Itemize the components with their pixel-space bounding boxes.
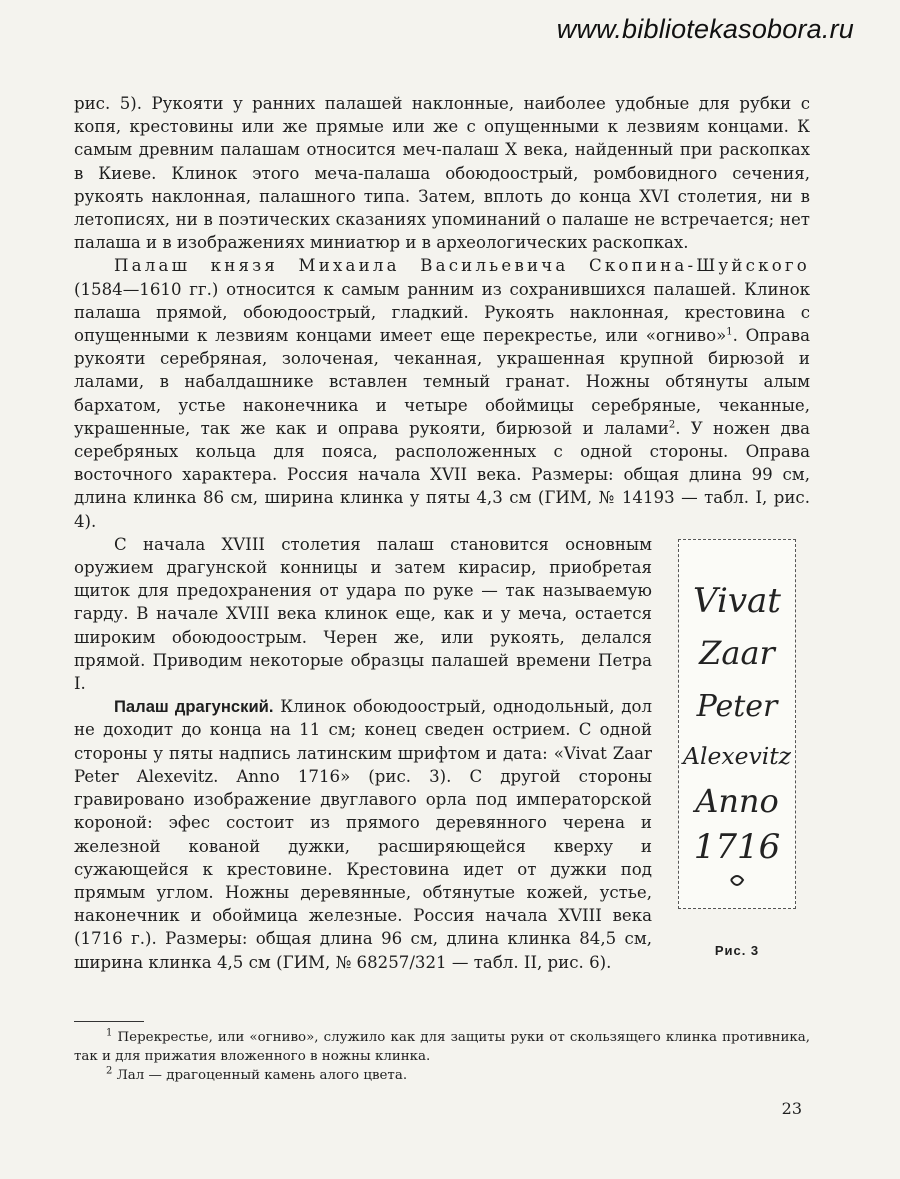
paragraph-2-text-c: . У ножен два серебряных кольца для пояса, расположенных с одной стороны. Оправа восточного характера. Россия начала XVII века. Размеры: общая длина 99 см, длина клинка 86 см, ширина клинка у пяты 4,3 см (ГИМ, № 14193 — табл. I, рис. 4). bbox=[74, 418, 810, 531]
footnote-1-mark: 1 bbox=[106, 1027, 113, 1039]
flourish-mark bbox=[731, 876, 743, 885]
footnote-divider bbox=[74, 1021, 144, 1022]
footnote-2-text: Лал — драгоценный камень алого цвета. bbox=[112, 1068, 408, 1083]
narrow-column bbox=[74, 533, 652, 974]
inscription-svg bbox=[679, 540, 795, 908]
sword-title-skopin: Палаш князя Михаила Васильевича Скопина-Шуйского bbox=[114, 256, 810, 276]
website-watermark: www.bibliotekasobora.ru bbox=[556, 14, 854, 44]
footnote-ref-1: 1 bbox=[726, 326, 733, 338]
footnote-ref-2: 2 bbox=[668, 419, 676, 431]
figure-caption: Рис. 3 bbox=[714, 942, 760, 958]
inscription-line: Zaar bbox=[699, 633, 775, 672]
inscription-line: Peter bbox=[696, 688, 778, 724]
footnote-1-text: Перекрестье, или «огниво», служило как для защиты руки от скользящего клинка противника, так и для прижатия вложенного в ножны клинка. bbox=[74, 1030, 810, 1064]
footnotes bbox=[74, 1028, 810, 1085]
paragraph-4 bbox=[74, 695, 652, 973]
footnote-2-mark: 2 bbox=[106, 1065, 113, 1077]
footnote-1 bbox=[74, 1028, 810, 1066]
paragraph-4-text: Клинок обоюдоострый, однодольный, дол не доходит до конца на 11 см; конец сведен острием. С одной стороны у пяты надпись латинским шрифтом и дата: «Vivat Zaar Peter Alexevitz. Anno 1716» (рис. 3). С другой стороны гравировано изображение двуглавого орла под императорской короной: эфес состоит из прямого деревянного черена и железной кованой дужки, расширяющейся кверху и сужающейся к крестовине. Крестовина идет от дужки под прямым углом. Ножны деревянные, обтянутые кожей, устье, наконечник и обоймица железные. Россия начала XVIII века (1716 г.). Размеры: общая длина 96 см, длина клинка 84,5 см, ширина клинка 4,5 см (ГИМ, № 68257/321 — табл. II, рис. 6). bbox=[74, 697, 652, 972]
paragraph-2 bbox=[74, 254, 810, 532]
inscription-line: Anno bbox=[695, 781, 779, 820]
sword-title-dragoon: Палаш драгунский. bbox=[114, 697, 274, 717]
inscription-image bbox=[678, 539, 796, 909]
inscription-line: 1716 bbox=[693, 826, 781, 867]
figure-3 bbox=[678, 539, 796, 962]
paragraph-1: рис. 5). Рукояти у ранних палашей наклонные, наиболее удобные для рубки с копя, крестовины или же прямые или же с опущенными к лезвиям концами. К самым древним палашам относится меч-палаш X века, найденный при раскопках в Киеве. Клинок этого меча-палаша обоюдоострый, ромбовидного сечения, рукоять наклонная, палашного типа. Затем, вплоть до конца XVI столетия, ни в летописях, ни в поэтических сказаниях упоминаний о палаше не встречается; нет палаша и в изображениях миниатюр и в археологических раскопках. bbox=[74, 94, 810, 253]
page-body bbox=[74, 92, 810, 974]
paragraph-2-text-b: . Оправа рукояти серебряная, золоченая, чеканная, украшенная крупной бирюзой и лалами, в набалдашнике вставлен темный гранат. Ножны обтянуты алым бархатом, устье наконечника и четыре обоймицы серебряные, чеканные, украшенные, так же как и оправа рукояти, бирюзой и лалами bbox=[74, 326, 810, 438]
inscription-line: Vivat bbox=[693, 580, 781, 621]
footnote-2 bbox=[74, 1066, 810, 1085]
figure-section bbox=[74, 533, 810, 974]
paragraph-2-text-a: (1584—1610 гг.) относится к самым ранним из сохранившихся палашей. Клинок палаша прямой, обоюдоострый, гладкий. Рукоять наклонная, крестовина с опущенными к лезвиям концами имеет еще перекрестье, или «огниво» bbox=[74, 279, 810, 346]
paragraph-3: С начала XVIII столетия палаш становится основным оружием драгунской конницы и затем кирасир, приобретая щиток для предохранения от удара по руке — так называемую гарду. В начале XVIII века клинок еще, как и у меча, остается широким обоюдоострым. Черен же, или рукоять, делался прямой. Приводим некоторые образцы палашей времени Петра I. bbox=[74, 534, 652, 694]
inscription-line: Alexevitz bbox=[680, 743, 792, 770]
page-number: 23 bbox=[781, 1099, 802, 1118]
